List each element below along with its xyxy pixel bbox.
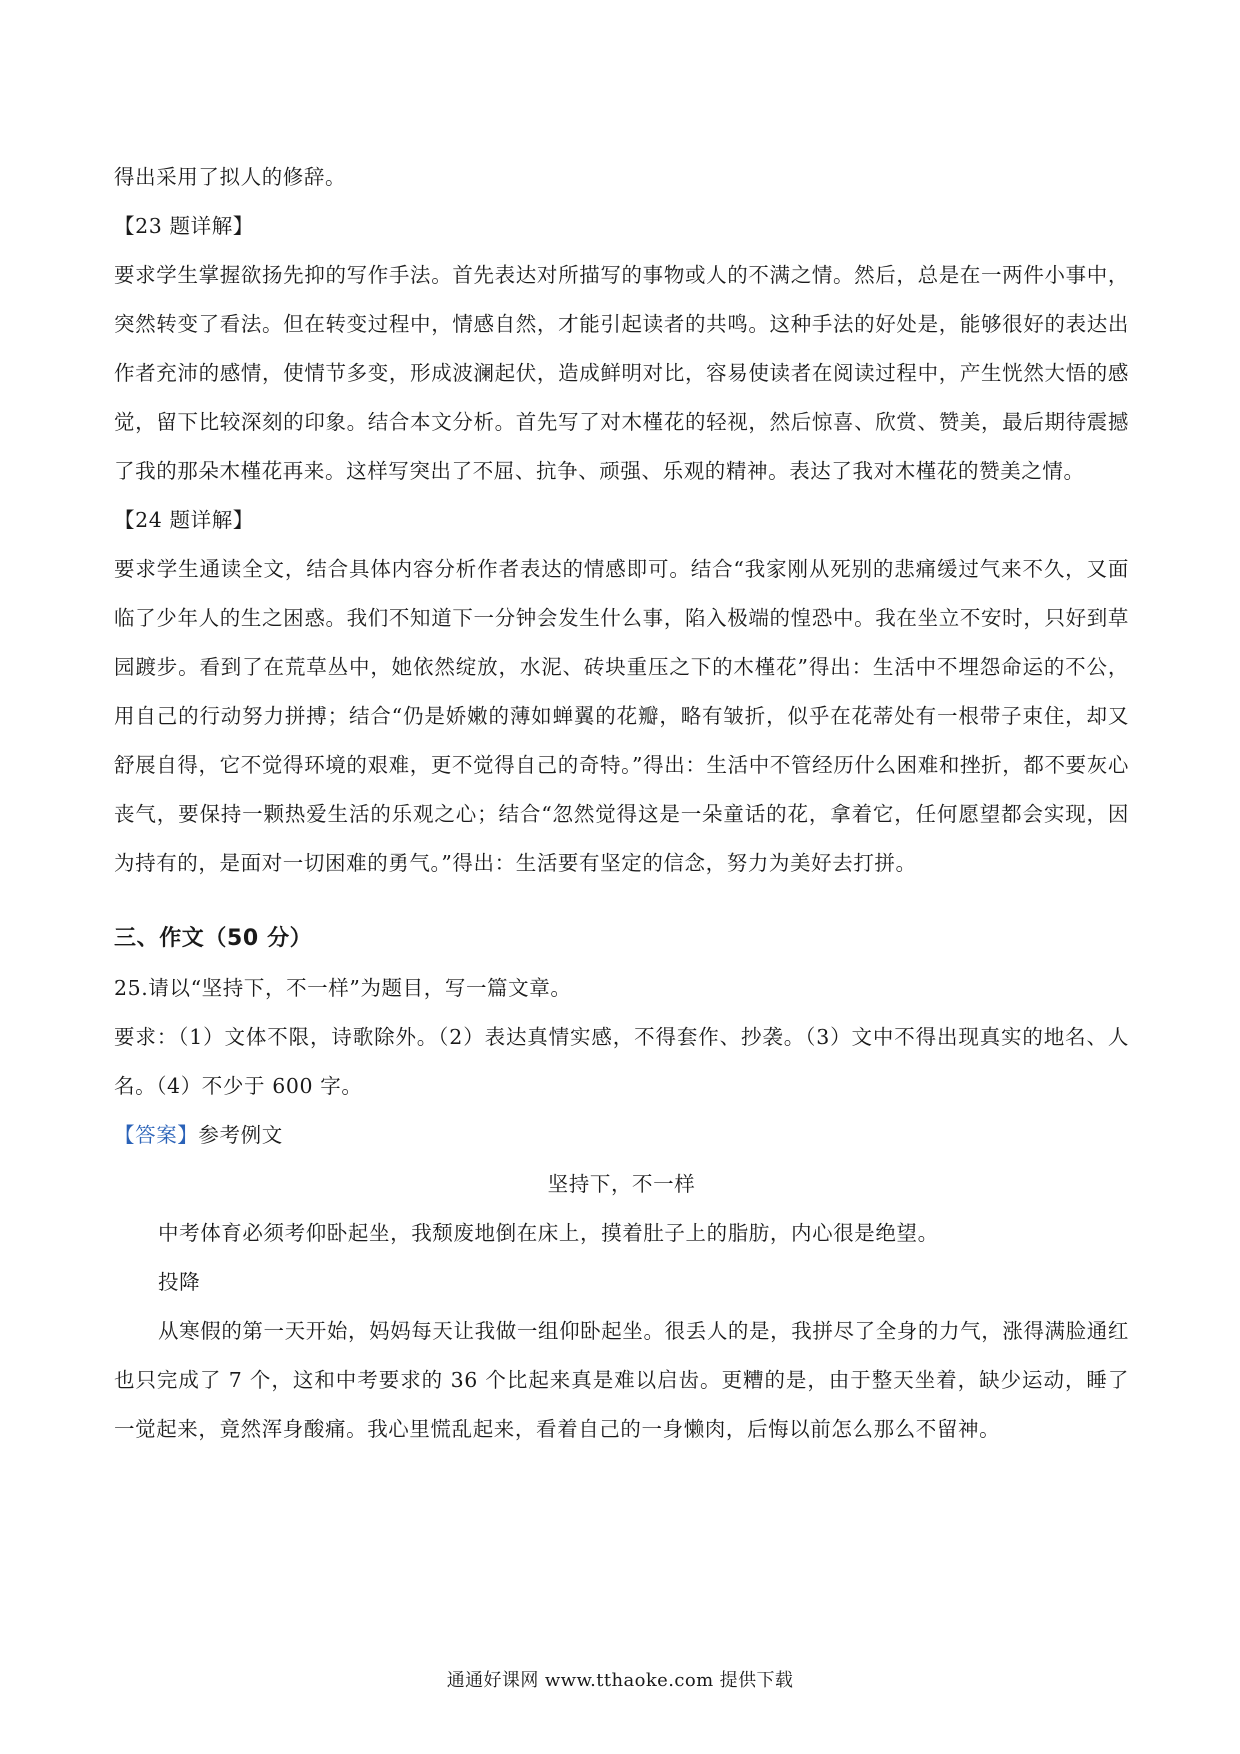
answer-line — [114, 1111, 1129, 1160]
answer-label: 参考例文 — [198, 1123, 283, 1147]
answer-tag: 【答案】 — [114, 1123, 199, 1147]
q22-explanation-end: 得出采用了拟人的修辞。 — [114, 165, 347, 189]
essay-title: 坚持下，不一样 — [547, 1172, 696, 1196]
essay-paragraph-3: 从寒假的第一天开始，妈妈每天让我做一组仰卧起坐。很丢人的是，我拼尽了全身的力气，涨得满脸通红也只完成了 7 个，这和中考要求的 36 个比起来真是难以启齿。更糟的是，由于整天坐着，缺少运动，睡了一觉起来，竟然浑身酸痛。我心里慌乱起来，看着自己的一身懒肉，后悔以前怎么那么不留神。 — [114, 1319, 1129, 1441]
q24-explanation: 要求学生通读全文，结合具体内容分析作者表达的情感即可。结合“我家刚从死别的悲痛缓过气来不久，又面临了少年人的生之困惑。我们不知道下一分钟会发生什么事，陷入极端的惶恐中。我在坐立不安时，只好到草园踱步。看到了在荒草丛中，她依然绽放，水泥、砖块重压之下的木槿花”得出：生活中不埋怨命运的不公，用自己的行动努力拼搏；结合“仍是娇嫩的薄如蝉翼的花瓣，略有皱折，似乎在花蒂处有一根带子束住，却又舒展自得，它不觉得环境的艰难，更不觉得自己的奇特。”得出：生活中不管经历什么困难和挫折，都不要灰心丧气，要保持一颗热爱生活的乐观之心；结合“忽然觉得这是一朵童话的花，拿着它，任何愿望都会实现，因为持有的，是面对一切困难的勇气。”得出：生活要有坚定的信念，努力为美好去打拼。 — [114, 557, 1129, 875]
q24-heading: 【24 题详解】 — [114, 508, 254, 532]
document-body — [114, 153, 1129, 1454]
essay-paragraph-2: 投降 — [158, 1270, 201, 1294]
section-3-title: 三、作文（50 分） — [114, 926, 313, 951]
q25-prompt: 25.请以“坚持下，不一样”为题目，写一篇文章。 — [114, 976, 572, 1000]
q23-explanation: 要求学生掌握欲扬先抑的写作手法。首先表达对所描写的事物或人的不满之情。然后，总是在一两件小事中，突然转变了看法。但在转变过程中，情感自然，才能引起读者的共鸣。这种手法的好处是，能够很好的表达出作者充沛的感情，使情节多变，形成波澜起伏，造成鲜明对比，容易使读者在阅读过程中，产生恍然大悟的感觉，留下比较深刻的印象。结合本文分析。首先写了对木槿花的轻视，然后惊喜、欣赏、赞美，最后期待震撼了我的那朵木槿花再来。这样写突出了不屈、抗争、顽强、乐观的精神。表达了我对木槿花的赞美之情。 — [114, 263, 1129, 483]
essay-paragraph-1: 中考体育必须考仰卧起坐，我颓废地倒在床上，摸着肚子上的脂肪，内心很是绝望。 — [158, 1221, 939, 1245]
q23-heading: 【23 题详解】 — [114, 214, 254, 238]
q25-requirements: 要求：（1）文体不限，诗歌除外。（2）表达真情实感，不得套作、抄袭。（3）文中不得出现真实的地名、人名。（4）不少于 600 字。 — [114, 1025, 1129, 1098]
page-footer: 通通好课网 www.tthaoke.com 提供下载 — [446, 1670, 794, 1691]
